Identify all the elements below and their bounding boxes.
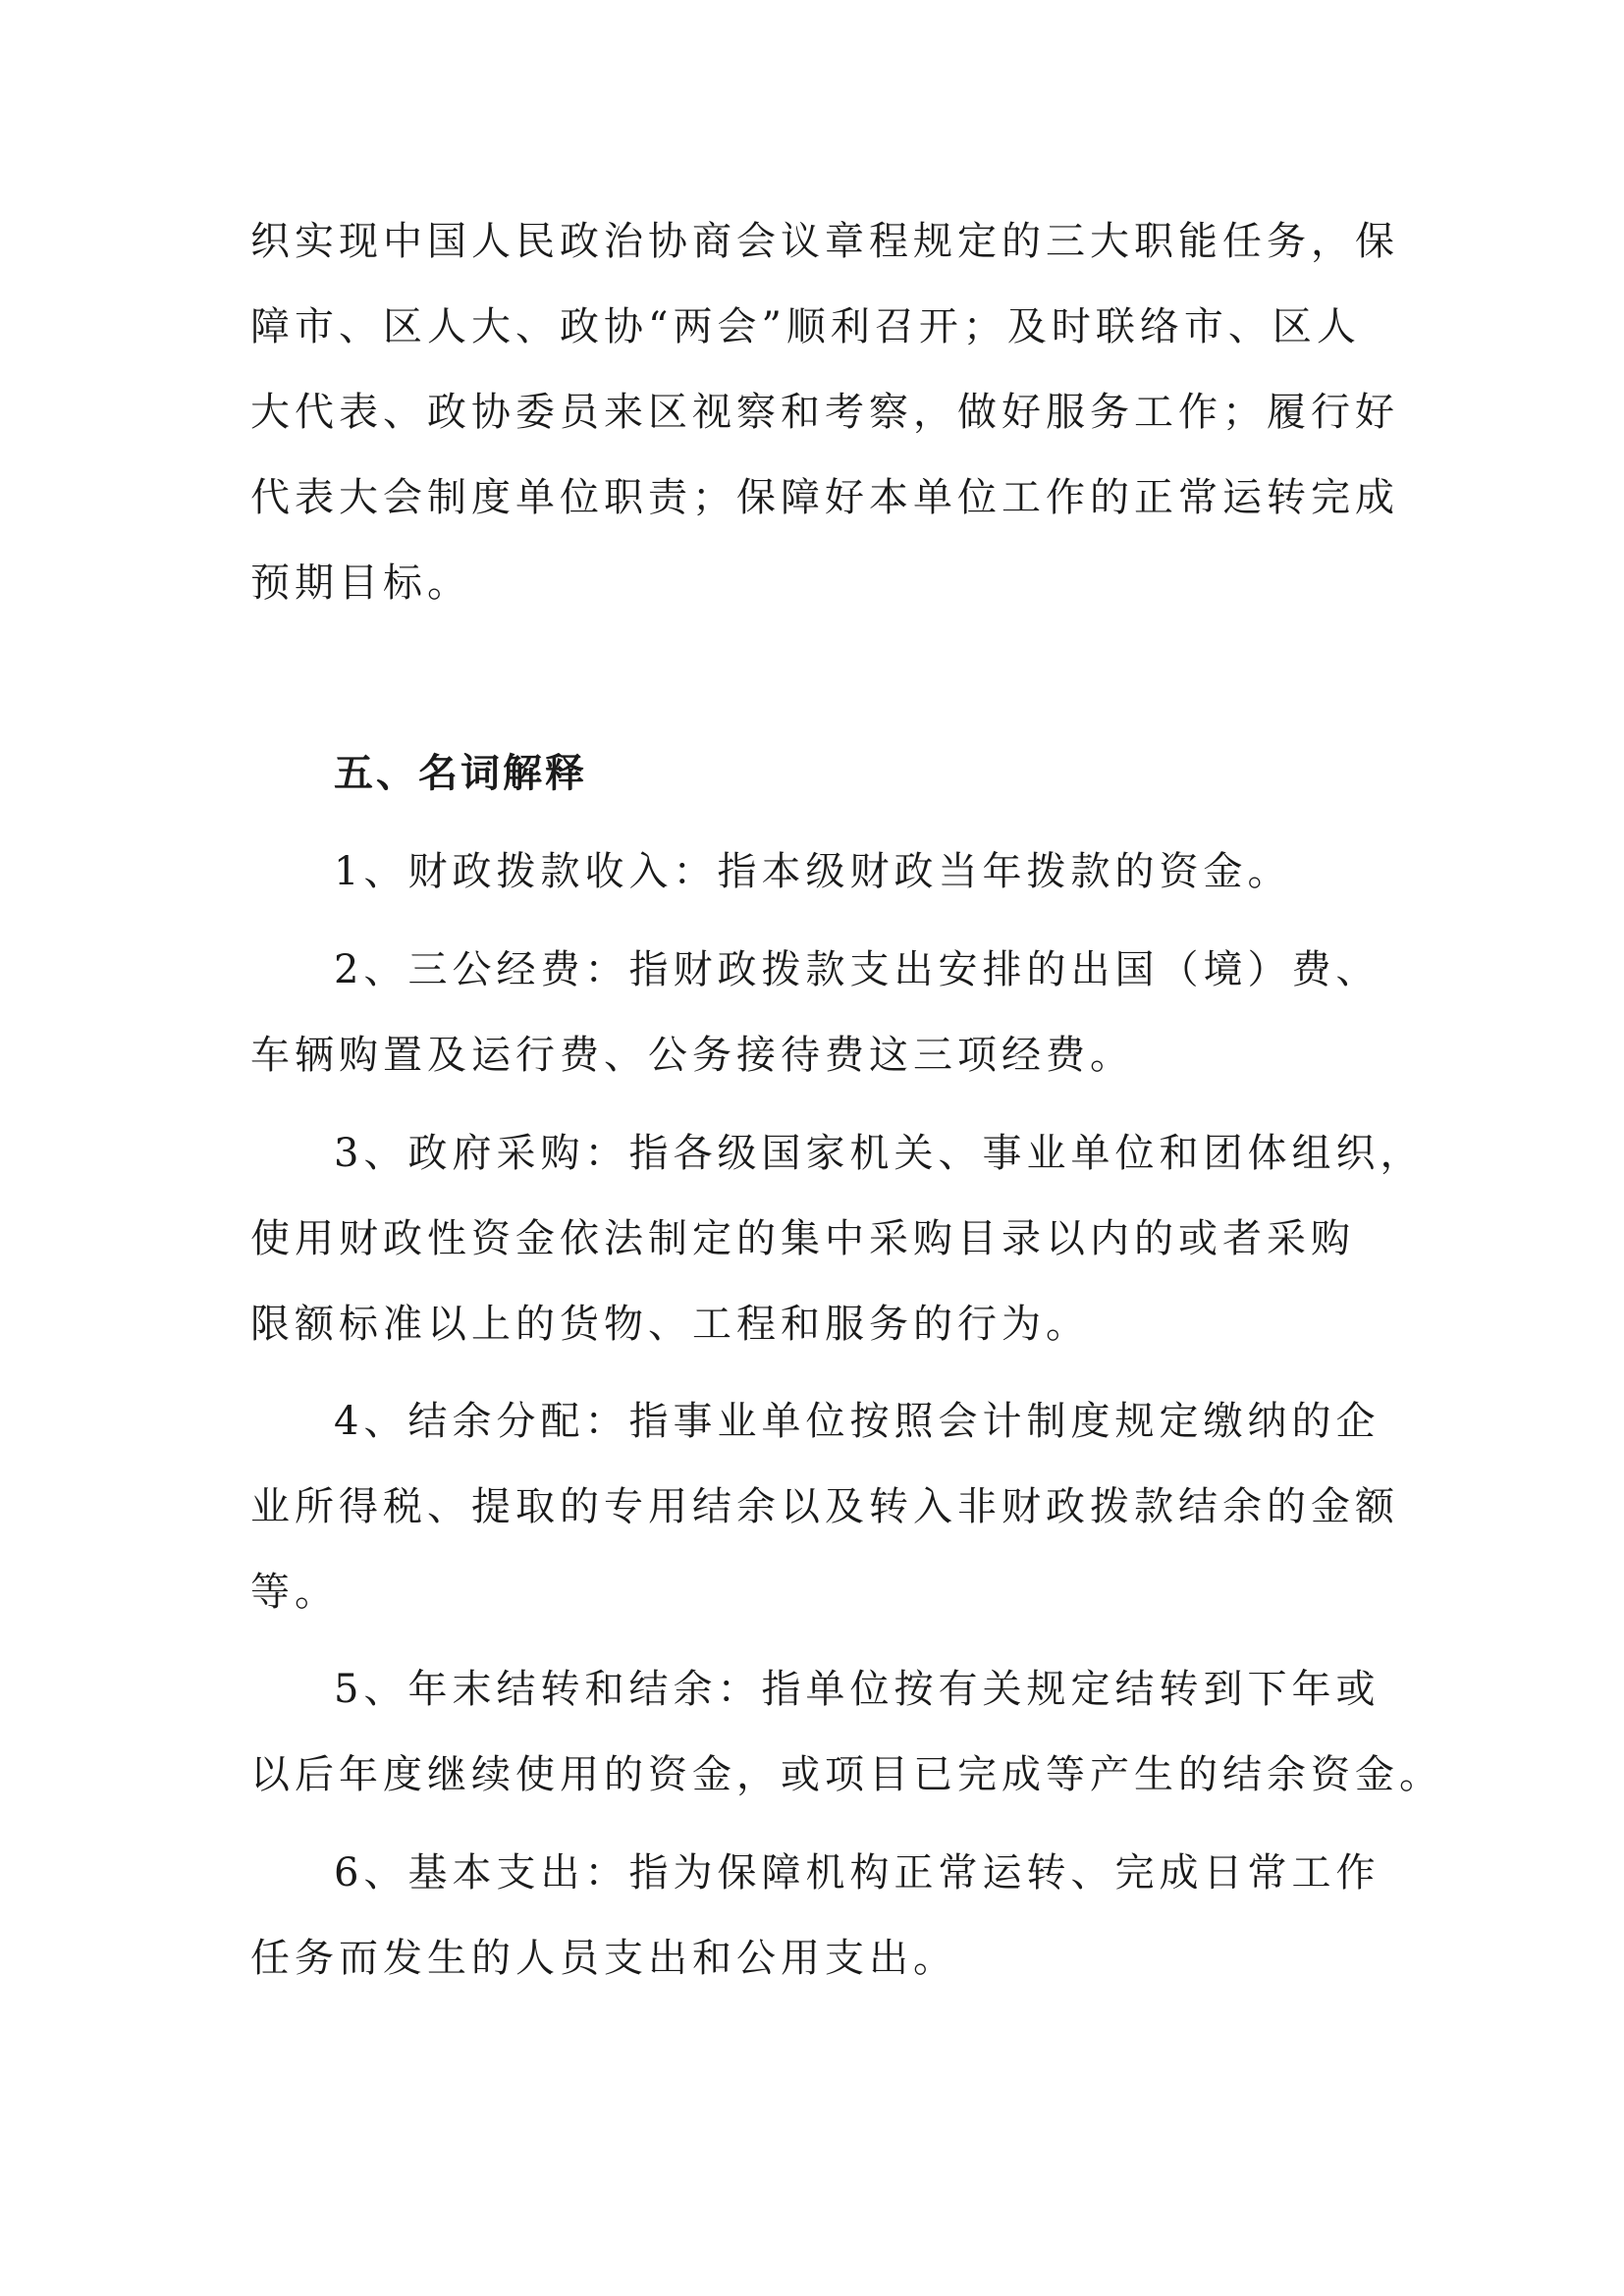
definition-line: 使用财政性资金依法制定的集中采购目录以内的或者采购: [250, 1216, 1355, 1261]
definition-line: 车辆购置及运行费、公务接待费这三项经费。: [250, 1033, 1134, 1078]
definition-line: 5、年末结转和结余：指单位按有关规定结转到下年或: [334, 1667, 1380, 1712]
definition-line: 限额标准以上的货物、工程和服务的行为。: [250, 1302, 1090, 1347]
definition-line: 3、政府采购：指各级国家机关、事业单位和团体组织，: [334, 1131, 1425, 1176]
definition-line: 1、财政拨款收入：指本级财政当年拨款的资金。: [334, 849, 1292, 894]
paragraph-line: 预期目标。: [250, 561, 471, 606]
section-heading: 五、名词解释: [334, 751, 587, 796]
paragraph-line: 织实现中国人民政治协商会议章程规定的三大职能任务，保: [250, 219, 1399, 264]
definition-line: 任务而发生的人员支出和公用支出。: [250, 1936, 957, 1981]
definition-line: 2、三公经费：指财政拨款支出安排的出国（境）费、: [334, 947, 1380, 992]
paragraph-line: 代表大会制度单位职责；保障好本单位工作的正常运转完成: [250, 475, 1399, 520]
definition-line: 业所得税、提取的专用结余以及转入非财政拨款结余的金额: [250, 1484, 1399, 1529]
definition-line: 等。: [250, 1570, 339, 1615]
definition-line: 以后年度继续使用的资金，或项目已完成等产生的结余资金。: [250, 1752, 1443, 1797]
paragraph-line: 障市、区人大、政协“两会”顺利召开；及时联络市、区人: [250, 304, 1361, 349]
paragraph-line: 大代表、政协委员来区视察和考察，做好服务工作；履行好: [250, 390, 1399, 435]
definition-line: 4、结余分配：指事业单位按照会计制度规定缴纳的企: [334, 1399, 1380, 1444]
definition-line: 6、基本支出：指为保障机构正常运转、完成日常工作: [334, 1850, 1380, 1896]
